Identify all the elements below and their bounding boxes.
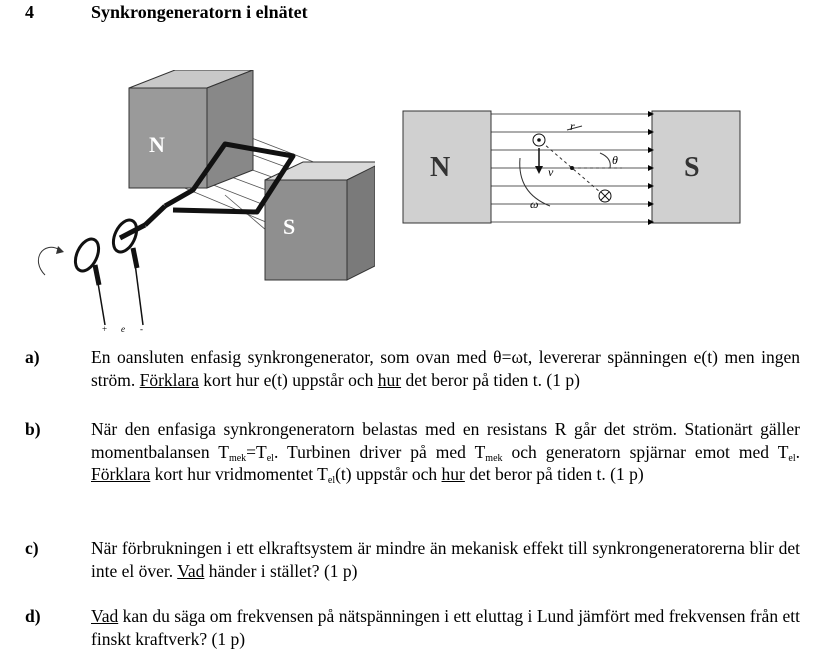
- question-title: Synkrongeneratorn i elnätet: [91, 2, 308, 22]
- generator-3d-figure: [25, 70, 375, 335]
- terminal-plus: +: [102, 324, 108, 334]
- omega-label: ω: [530, 197, 539, 211]
- generator-2d-figure: [402, 108, 742, 233]
- north-label: N: [149, 132, 165, 157]
- question-number: 4: [25, 2, 34, 22]
- north-magnet-3d: [129, 70, 253, 188]
- question-b: [25, 418, 800, 486]
- question-d-text: Vad kan du säga om frekvensen på nätspänningen i ett eluttag i Lund jämfört med frekvensen från ett finskt kraftverk? (1 p): [91, 606, 800, 649]
- velocity-label: v: [548, 165, 554, 179]
- question-c-label: c): [25, 538, 39, 558]
- terminal-minus: -: [140, 324, 143, 334]
- south-magnet-3d: [265, 162, 375, 280]
- question-c-text: När förbrukningen i ett elkraftsystem är mindre än mekanisk effekt till synkrongeneratorerna blir det inte el över. Vad händer i stället? (1 p): [91, 538, 800, 581]
- north-pole-label: N: [430, 152, 451, 183]
- question-a-text: En oansluten enfasig synkrongenerator, som ovan med θ=ωt, levererar spänningen e(t) men ingen ström. Förklara kort hur e(t) uppstår och hur det beror på tiden t. (1 p): [91, 347, 800, 390]
- question-d: [25, 605, 800, 650]
- question-a: [25, 346, 800, 391]
- question-c: [25, 537, 800, 582]
- theta-label: θ: [612, 153, 618, 167]
- question-d-label: d): [25, 606, 41, 626]
- question-a-label: a): [25, 347, 40, 367]
- terminal-e: e: [121, 324, 125, 334]
- south-pole-label: S: [684, 152, 700, 183]
- south-label: S: [283, 214, 296, 239]
- question-b-text: När den enfasiga synkrongeneratorn belastas med en resistans R går det ström. Stationärt gäller momentbalansen $T_{mek}=T_{el}$. Turbinen driver på med $T_{mek}$ och generatorn spjärnar emot med $T_{el}$. Förklara kort hur vridmomentet $T_{el}(t)$ uppstår och hur det beror på tiden t. (1 p): [91, 419, 800, 486]
- radius-label: r: [570, 119, 575, 133]
- question-b-label: b): [25, 419, 41, 439]
